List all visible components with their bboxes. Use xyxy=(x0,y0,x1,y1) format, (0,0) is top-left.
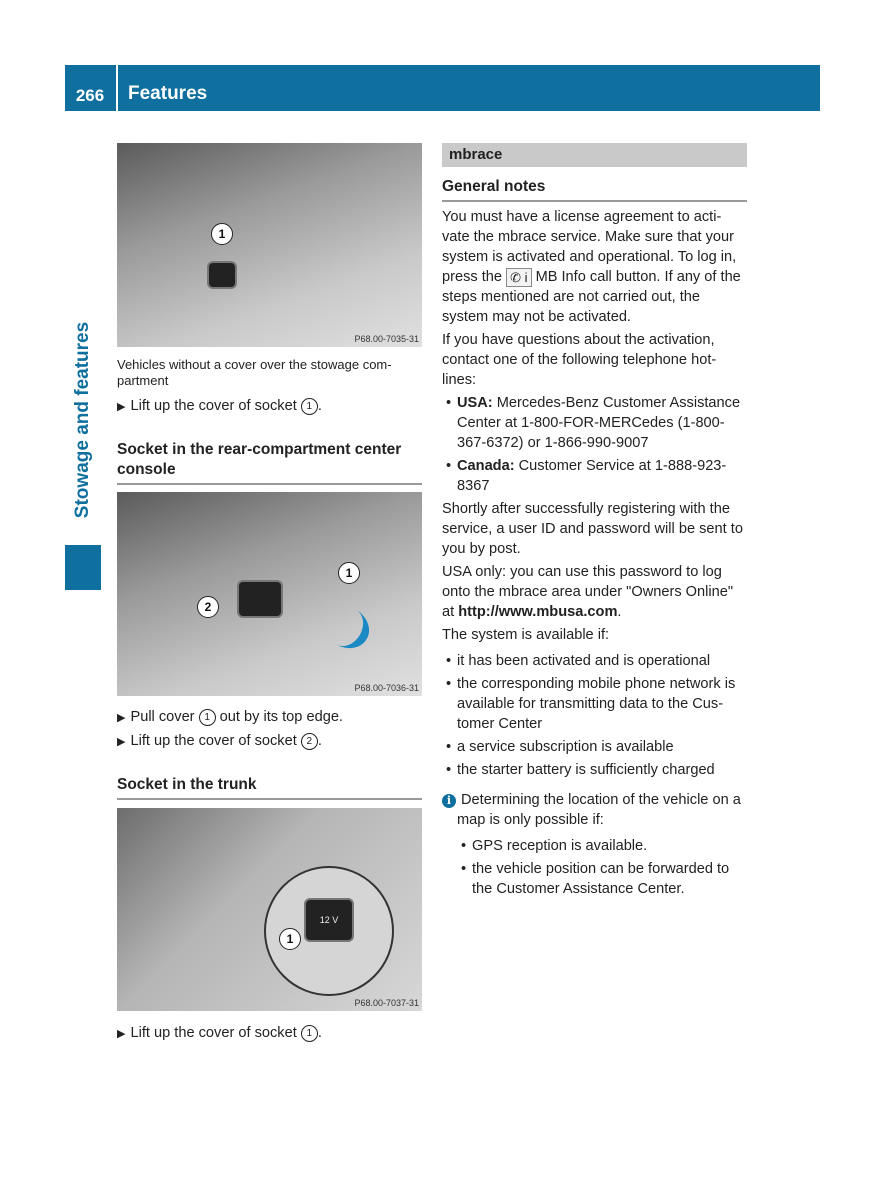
list-item: • Canada: Customer Service at 1-888-923-8367 xyxy=(442,456,747,496)
socket-graphic xyxy=(237,580,283,618)
paragraph: You must have a license agreement to acti-vate the mbrace service. Make sure that your system is activated and operational. To log in, press the ✆ i MB Info call button. If any of the steps mentioned are not carried out, the system may not be activated. xyxy=(442,209,741,325)
info-icon: i xyxy=(442,794,456,808)
hotline-list xyxy=(442,393,747,496)
socket-graphic xyxy=(207,261,237,289)
image-caption: Vehicles without a cover over the stowage com-partment xyxy=(117,357,392,388)
list-item: • GPS reception is available. xyxy=(442,836,747,856)
arrow-icon: ▶ xyxy=(117,401,126,413)
socket-graphic: 12 V xyxy=(304,898,354,942)
page-number: 266 xyxy=(75,86,105,105)
callout-1: 1 xyxy=(279,928,301,950)
ref-number: 2 xyxy=(301,733,318,750)
list-item: • it has been activated and is operational xyxy=(442,651,747,671)
list-item: • a service subscription is available xyxy=(442,737,747,757)
note-list xyxy=(442,836,747,899)
section-heading: Socket in the trunk xyxy=(117,775,422,800)
image-code: P68.00-7036-31 xyxy=(354,683,419,693)
side-tab xyxy=(65,300,101,540)
image-code: P68.00-7037-31 xyxy=(354,998,419,1008)
section-heading: Socket in the rear-compartment center console xyxy=(117,440,422,485)
paragraph: The system is available if: xyxy=(442,627,610,643)
list-item: • USA: Mercedes-Benz Customer Assistance Center at 1-800-FOR-MERCedes (1-800-367-6372) or 1-866-990-9007 xyxy=(442,393,747,453)
list-item: • the corresponding mobile phone network is available for transmitting data to the Cus-tomer Center xyxy=(442,674,747,734)
paragraph: Shortly after successfully registering with the service, a user ID and password will be sent to you by post. xyxy=(442,501,743,557)
ref-number: 1 xyxy=(301,1025,318,1042)
arrow-icon: ▶ xyxy=(117,736,126,748)
photo-stowage-socket xyxy=(117,143,422,347)
instruction-step: ▶ Pull cover 1 out by its top edge. xyxy=(117,709,343,725)
arrow-icon xyxy=(315,598,377,657)
instruction-step: ▶ Lift up the cover of socket 1 . xyxy=(117,398,322,414)
callout-2: 2 xyxy=(197,596,219,618)
left-column xyxy=(117,0,422,1200)
photo-rear-console-socket xyxy=(117,492,422,696)
subheading: General notes xyxy=(442,177,747,202)
ref-number: 1 xyxy=(199,709,216,726)
right-column xyxy=(442,0,747,1200)
condition-list xyxy=(442,651,747,780)
instruction-step: ▶ Lift up the cover of socket 2 . xyxy=(117,733,322,749)
callout-1: 1 xyxy=(211,223,233,245)
arrow-icon: ▶ xyxy=(117,1028,126,1040)
ref-number: 1 xyxy=(301,398,318,415)
callout-1: 1 xyxy=(338,562,360,584)
arrow-icon: ▶ xyxy=(117,712,126,724)
page-title: Features xyxy=(128,83,208,104)
mb-info-call-button-icon: ✆ i xyxy=(506,268,531,287)
side-tab-marker xyxy=(65,545,101,590)
info-note: i Determining the location of the vehicle on a map is only possible if: xyxy=(442,790,747,830)
mbrace-text xyxy=(442,207,747,899)
list-item: • the vehicle position can be forwarded to the Customer Assistance Center. xyxy=(442,859,747,899)
list-item: • the starter battery is sufficiently charged xyxy=(442,760,747,780)
image-code: P68.00-7035-31 xyxy=(354,334,419,344)
instruction-step: ▶ Lift up the cover of socket 1 . xyxy=(117,1025,322,1041)
website-link[interactable]: http://www.mbusa.com xyxy=(458,604,618,620)
paragraph: If you have questions about the activation, contact one of the following telephone hot-lines: xyxy=(442,332,717,388)
paragraph: USA only: you can use this password to log onto the mbrace area under "Owners Online" at http://www.mbusa.com. xyxy=(442,564,734,620)
side-tab-label: Stowage and features xyxy=(72,321,93,519)
photo-trunk-socket xyxy=(117,808,422,1011)
section-bar: mbrace xyxy=(442,143,747,167)
